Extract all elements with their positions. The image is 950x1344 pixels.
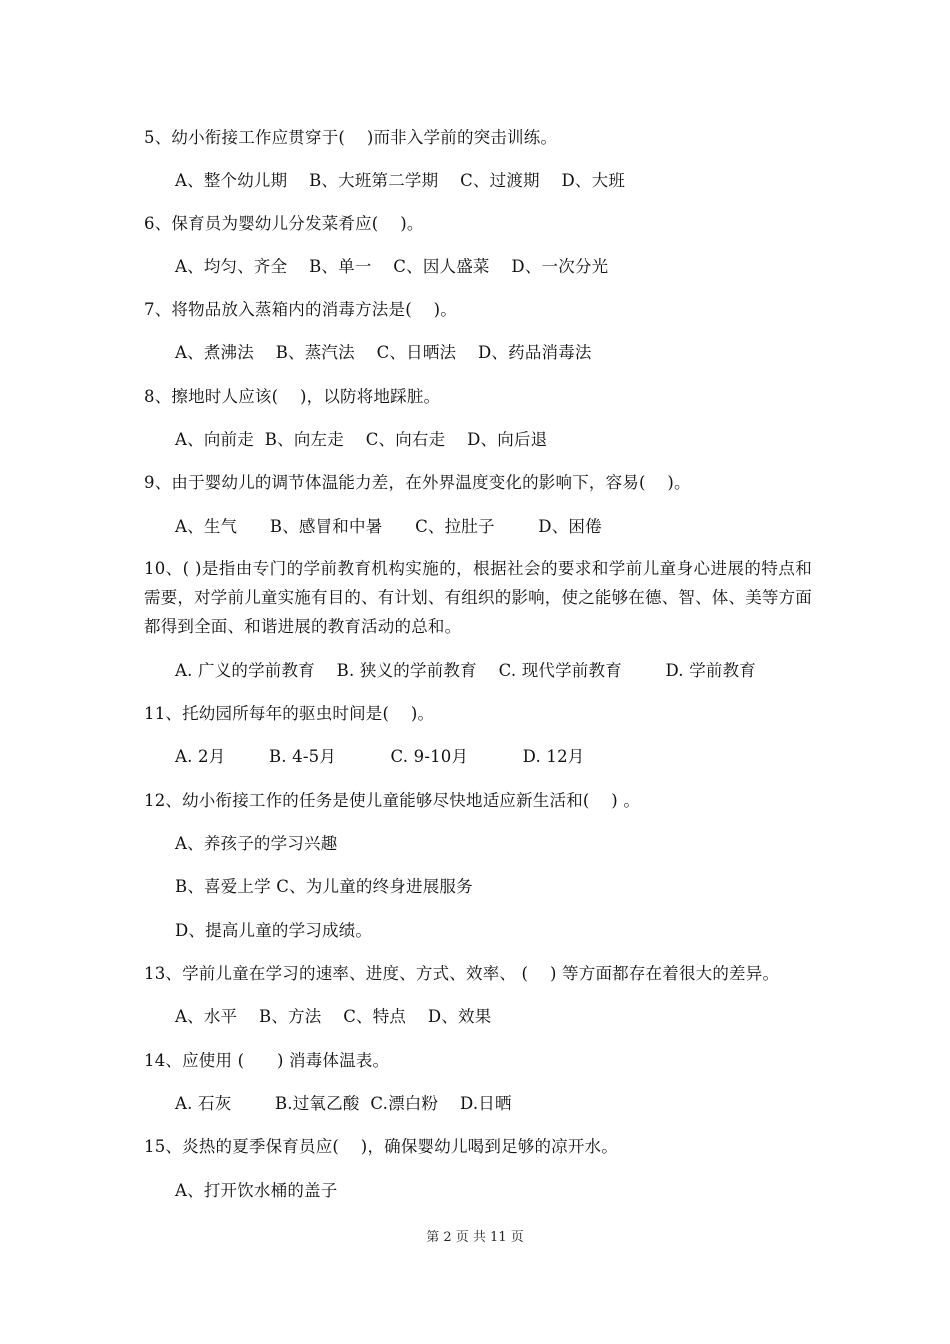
question-10-options: A. 广义的学前教育 B. 狭义的学前教育 C. 现代学前教育 D. 学前教育: [175, 661, 756, 680]
question-12-option-b-c: B、喜爱上学 C、为儿童的终身进展服务: [175, 877, 473, 896]
question-13-stem: 13、学前儿童在学习的速率、进度、方式、效率、 ( ) 等方面都存在着很大的差异。: [144, 964, 780, 983]
question-6-stem: 6、保育员为婴幼儿分发菜肴应( )。: [144, 214, 424, 233]
question-8-stem: 8、擦地时人应该( )，以防将地踩脏。: [144, 387, 441, 406]
question-12-option-d: D、提高儿童的学习成绩。: [175, 921, 373, 940]
question-14-options: A. 石灰 B.过氧乙酸 C.漂白粉 D.日晒: [175, 1094, 512, 1113]
question-7-options: A、煮沸法 B、蒸汽法 C、日晒法 D、药品消毒法: [175, 343, 592, 362]
question-11-stem: 11、托幼园所每年的驱虫时间是( )。: [144, 704, 435, 723]
question-14-stem: 14、应使用 ( ) 消毒体温表。: [144, 1051, 390, 1070]
question-11-options: A. 2月 B. 4-5月 C. 9-10月 D. 12月: [175, 747, 585, 766]
question-9-stem: 9、由于婴幼儿的调节体温能力差，在外界温度变化的影响下，容易( )。: [144, 473, 691, 492]
question-13-options: A、水平 B、方法 C、特点 D、效果: [175, 1007, 492, 1026]
question-8-options: A、向前走 B、向左走 C、向右走 D、向后退: [175, 430, 548, 449]
question-5-options: A、整个幼儿期 B、大班第二学期 C、过渡期 D、大班: [175, 171, 626, 190]
question-7-stem: 7、将物品放入蒸箱内的消毒方法是( )。: [144, 300, 457, 319]
question-15-option-a: A、打开饮水桶的盖子: [175, 1181, 338, 1200]
question-15-stem: 15、炎热的夏季保育员应( )，确保婴幼儿喝到足够的凉开水。: [144, 1137, 618, 1156]
question-5-stem: 5、幼小衔接工作应贯穿于( )而非入学前的突击训练。: [144, 128, 558, 147]
question-10-stem: 10、( )是指由专门的学前教育机构实施的，根据社会的要求和学前儿童身心进展的特点和需要，对学前儿童实施有目的、有计划、有组织的影响，使之能够在德、智、体、美等方面都得到全面、和谐进展的教育活动的总和。: [144, 559, 812, 636]
page-number-footer: 第 2 页 共 11 页: [426, 1230, 524, 1245]
question-9-options: A、生气 B、感冒和中暑 C、拉肚子 D、困倦: [175, 517, 602, 536]
question-6-options: A、均匀、齐全 B、单一 C、因人盛菜 D、一次分光: [175, 257, 609, 276]
question-12-stem: 12、幼小衔接工作的任务是使儿童能够尽快地适应新生活和( ) 。: [144, 791, 641, 810]
question-12-option-a: A、养孩子的学习兴趣: [175, 834, 338, 853]
